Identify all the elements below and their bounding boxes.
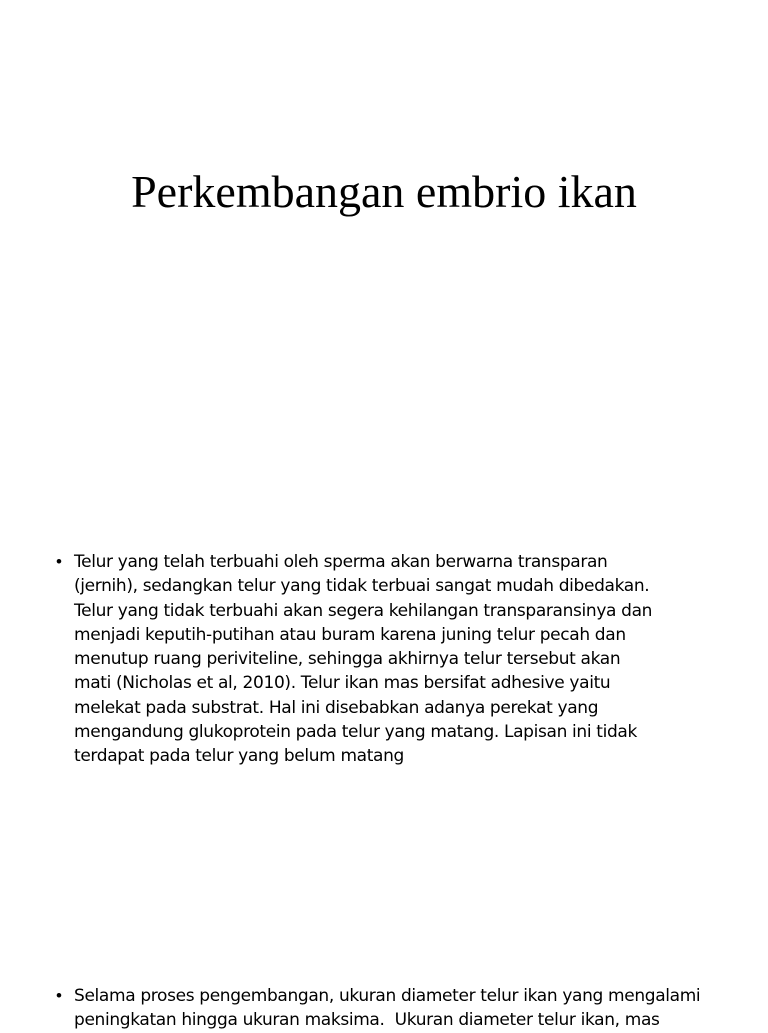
bullet-line: (jernih), sedangkan telur yang tidak terbuai sangat mudah dibedakan. <box>74 576 650 597</box>
bullet-icon: • <box>56 986 62 1005</box>
bullet-line: Telur yang tidak terbuahi akan segera kehilangan transparansinya dan <box>74 600 653 621</box>
bullet-line: peningkatan hingga ukuran maksima. Ukuran diameter telur ikan, mas <box>74 1010 660 1031</box>
bullet-line: mengandung glukoprotein pada telur yang matang. Lapisan ini tidak <box>74 722 637 743</box>
bullet-line: menutup ruang periviteline, sehingga akhirnya telur tersebut akan <box>74 649 621 670</box>
slide-title: Perkembangan embrio ikan <box>131 166 637 217</box>
bullet-text <box>74 550 716 769</box>
bullet-line: melekat pada substrat. Hal ini disebabkan adanya perekat yang <box>74 697 599 718</box>
bullet-line: Selama proses pengembangan, ukuran diameter telur ikan yang mengalami <box>74 986 701 1006</box>
bullet-item <box>56 984 716 1033</box>
bullet-text <box>74 984 716 1033</box>
bullet-line: Telur yang telah terbuahi oleh sperma akan berwarna transparan <box>74 552 608 572</box>
bullet-line: mati (Nicholas et al, 2010). Telur ikan mas bersifat adhesive yaitu <box>74 673 611 694</box>
bullet-icon: • <box>56 552 62 571</box>
bullet-line: terdapat pada telur yang belum matang <box>74 746 404 767</box>
bullet-item <box>56 550 716 769</box>
bullet-line: menjadi keputih-putihan atau buram karena juning telur pecah dan <box>74 624 626 645</box>
